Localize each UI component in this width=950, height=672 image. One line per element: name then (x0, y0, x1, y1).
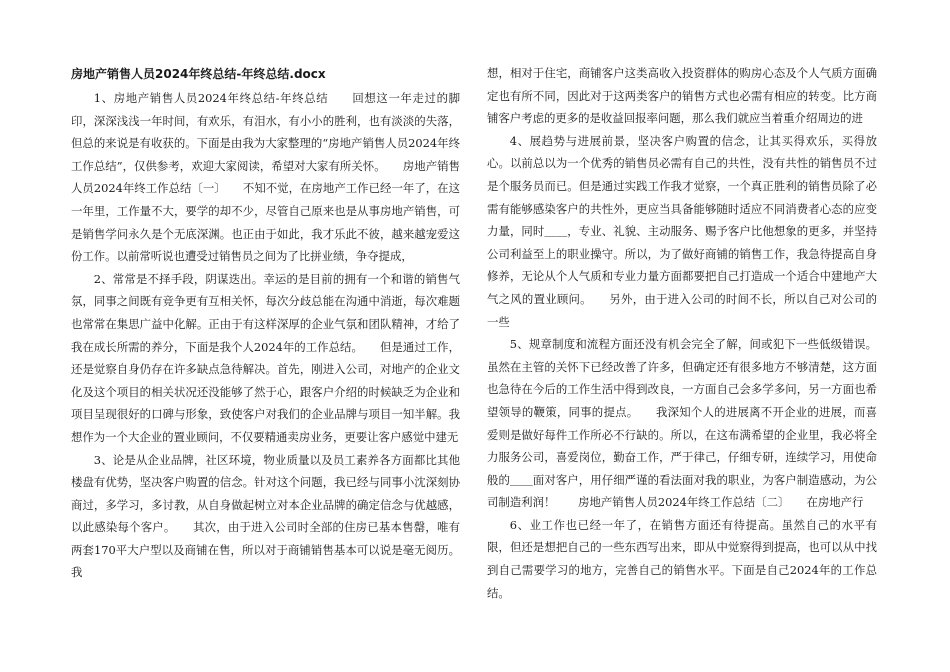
paragraph-6: 6、业工作也已经一年了，在销售方面还有待提高。虽然自己的水平有限，但还是想把自己的一些东西写出来，即从中觉察得到提高，也可以从中找到自己需要学习的地方，完善自己的销售水平。下面是自己2024年的工作总结。 (487, 517, 877, 600)
paragraph-5: 5、规章制度和流程方面还没有机会完全了解，间或犯下一些低级错误。虽然在主管的关怀下已经改善了许多，但确定还有很多地方不够清楚，这方面也急待在今后的工作生活中得到改良，一方面自己会多学多问，另一方面也希望领导的鞭策，同事的提点。 我深知个人的进展离不开企业的进展，而喜爱则是做好每件工作所必不行缺的。所以，在这布满希望的企业里，我必将全力服务公司，喜爱岗位，勤奋工作，严于律己，仔细专研，连续学习，用使命般的＿＿面对客户，用仔细严谨的看法面对我的职业，为客户制造感动，为公司制造利润！ 房地产销售人员2024年终工作总结〔二〕 在房地产行 (487, 337, 877, 510)
paragraph-1: 1、房地产销售人员2024年终总结-年终总结 回想这一年走过的脚印，深深浅浅一年时间，有欢乐，有泪水，有小小的胜利，也有淡淡的失落，但总的来说是有收获的。下面是由我为大家整理的“房地产销售人员2024年终工作总结”，仅供参考，欢迎大家阅读，希望对大家有所关怀。 房地产销售人员2024年终工作总结〔一〕 不知不觉，在房地产工作已经一年了，在这一年里，工作量不大，要学的却不少，尽管自己原来也是从事房地产销售，可是销售学问永久是个无底深渊。也正由于如此，我才乐此不彼，越来越宠爱这份工作。以前常听说也遭受过销售员之间为了比拼业绩，争夺提成， (71, 91, 460, 264)
paragraph-4: 4、展趋势与进展前景，坚决客户购置的信念，让其买得欢乐，买得放心。以前总以为一个优秀的销售员必需有自己的共性，没有共性的销售员不过是个服务员而已。但是通过实践工作我才觉察，一个真正胜利的销售员除了必需有能够感染客户的共性外，更应当具备能够随时适应不同消费者心态的应变力量，同时＿＿，专业、礼貌、主动服务、赐予客户比他想象的更多，并坚持公司利益至上的职业操守。所以，为了做好商铺的销售工作，我急待提高自身修养，无论从个人气质和专业力量方面都要把自己打造成一个适合中建地产大气之风的置业顾问。 另外，由于进入公司的时间不长，所以自己对公司的一些 (487, 133, 877, 329)
right-column (487, 62, 877, 604)
paragraph-3: 3、论是从企业品牌，社区环境，物业质量以及员工素养各方面都比其他楼盘有优势，坚决客户购置的信念。针对这个问题，我已经与同事小沈深刻协商过，多学习，多讨教，从自身做起树立对本企业品牌的确定信念与优越感，以此感染每个客户。 其次，由于进入公司时全部的住房已基本售罄，唯有两套170平大户型以及商铺在售，所以对于商铺销售基本可以说是毫无阅历。我 (71, 452, 460, 580)
document-title: 房地产销售人员2024年终总结-年终总结.docx (71, 67, 326, 81)
paragraph-2: 2、常常是不择手段，阴谋迭出。幸运的是目前的拥有一个和谐的销售气氛，同事之间既有竞争更有互相关怀，每次分歧总能在沟通中消逝，每次难题也常常在集思广益中化解。正由于有这样深厚的企业气氛和团队精神，才给了我在成长所需的养分，下面是我个人2024年的工作总结。 但是通过工作，还是觉察自身仍存在许多缺点急待解决。首先，刚进入公司，对地产的企业文化及这个项目的相关状况还没能够了然于心，跟客户介绍的时候缺乏为企业和项目呈现很好的口碑与形象，致使客户对我们的企业品牌与项目一知半解。我想作为一个大企业的置业顾问，不仅要精通卖房业务，更要让客户感觉中建无 (71, 271, 460, 444)
left-column (71, 62, 460, 584)
paragraph-3-continued: 想，相对于住宅，商铺客户这类高收入投资群体的购房心态及个人气质方面确定也有所不同，因此对于这两类客户的销售方式也必需有相应的转变。比方商铺客户考虑的更多的是收益回报率问题，那么我们就应当着重介绍周边的进 (487, 66, 877, 126)
